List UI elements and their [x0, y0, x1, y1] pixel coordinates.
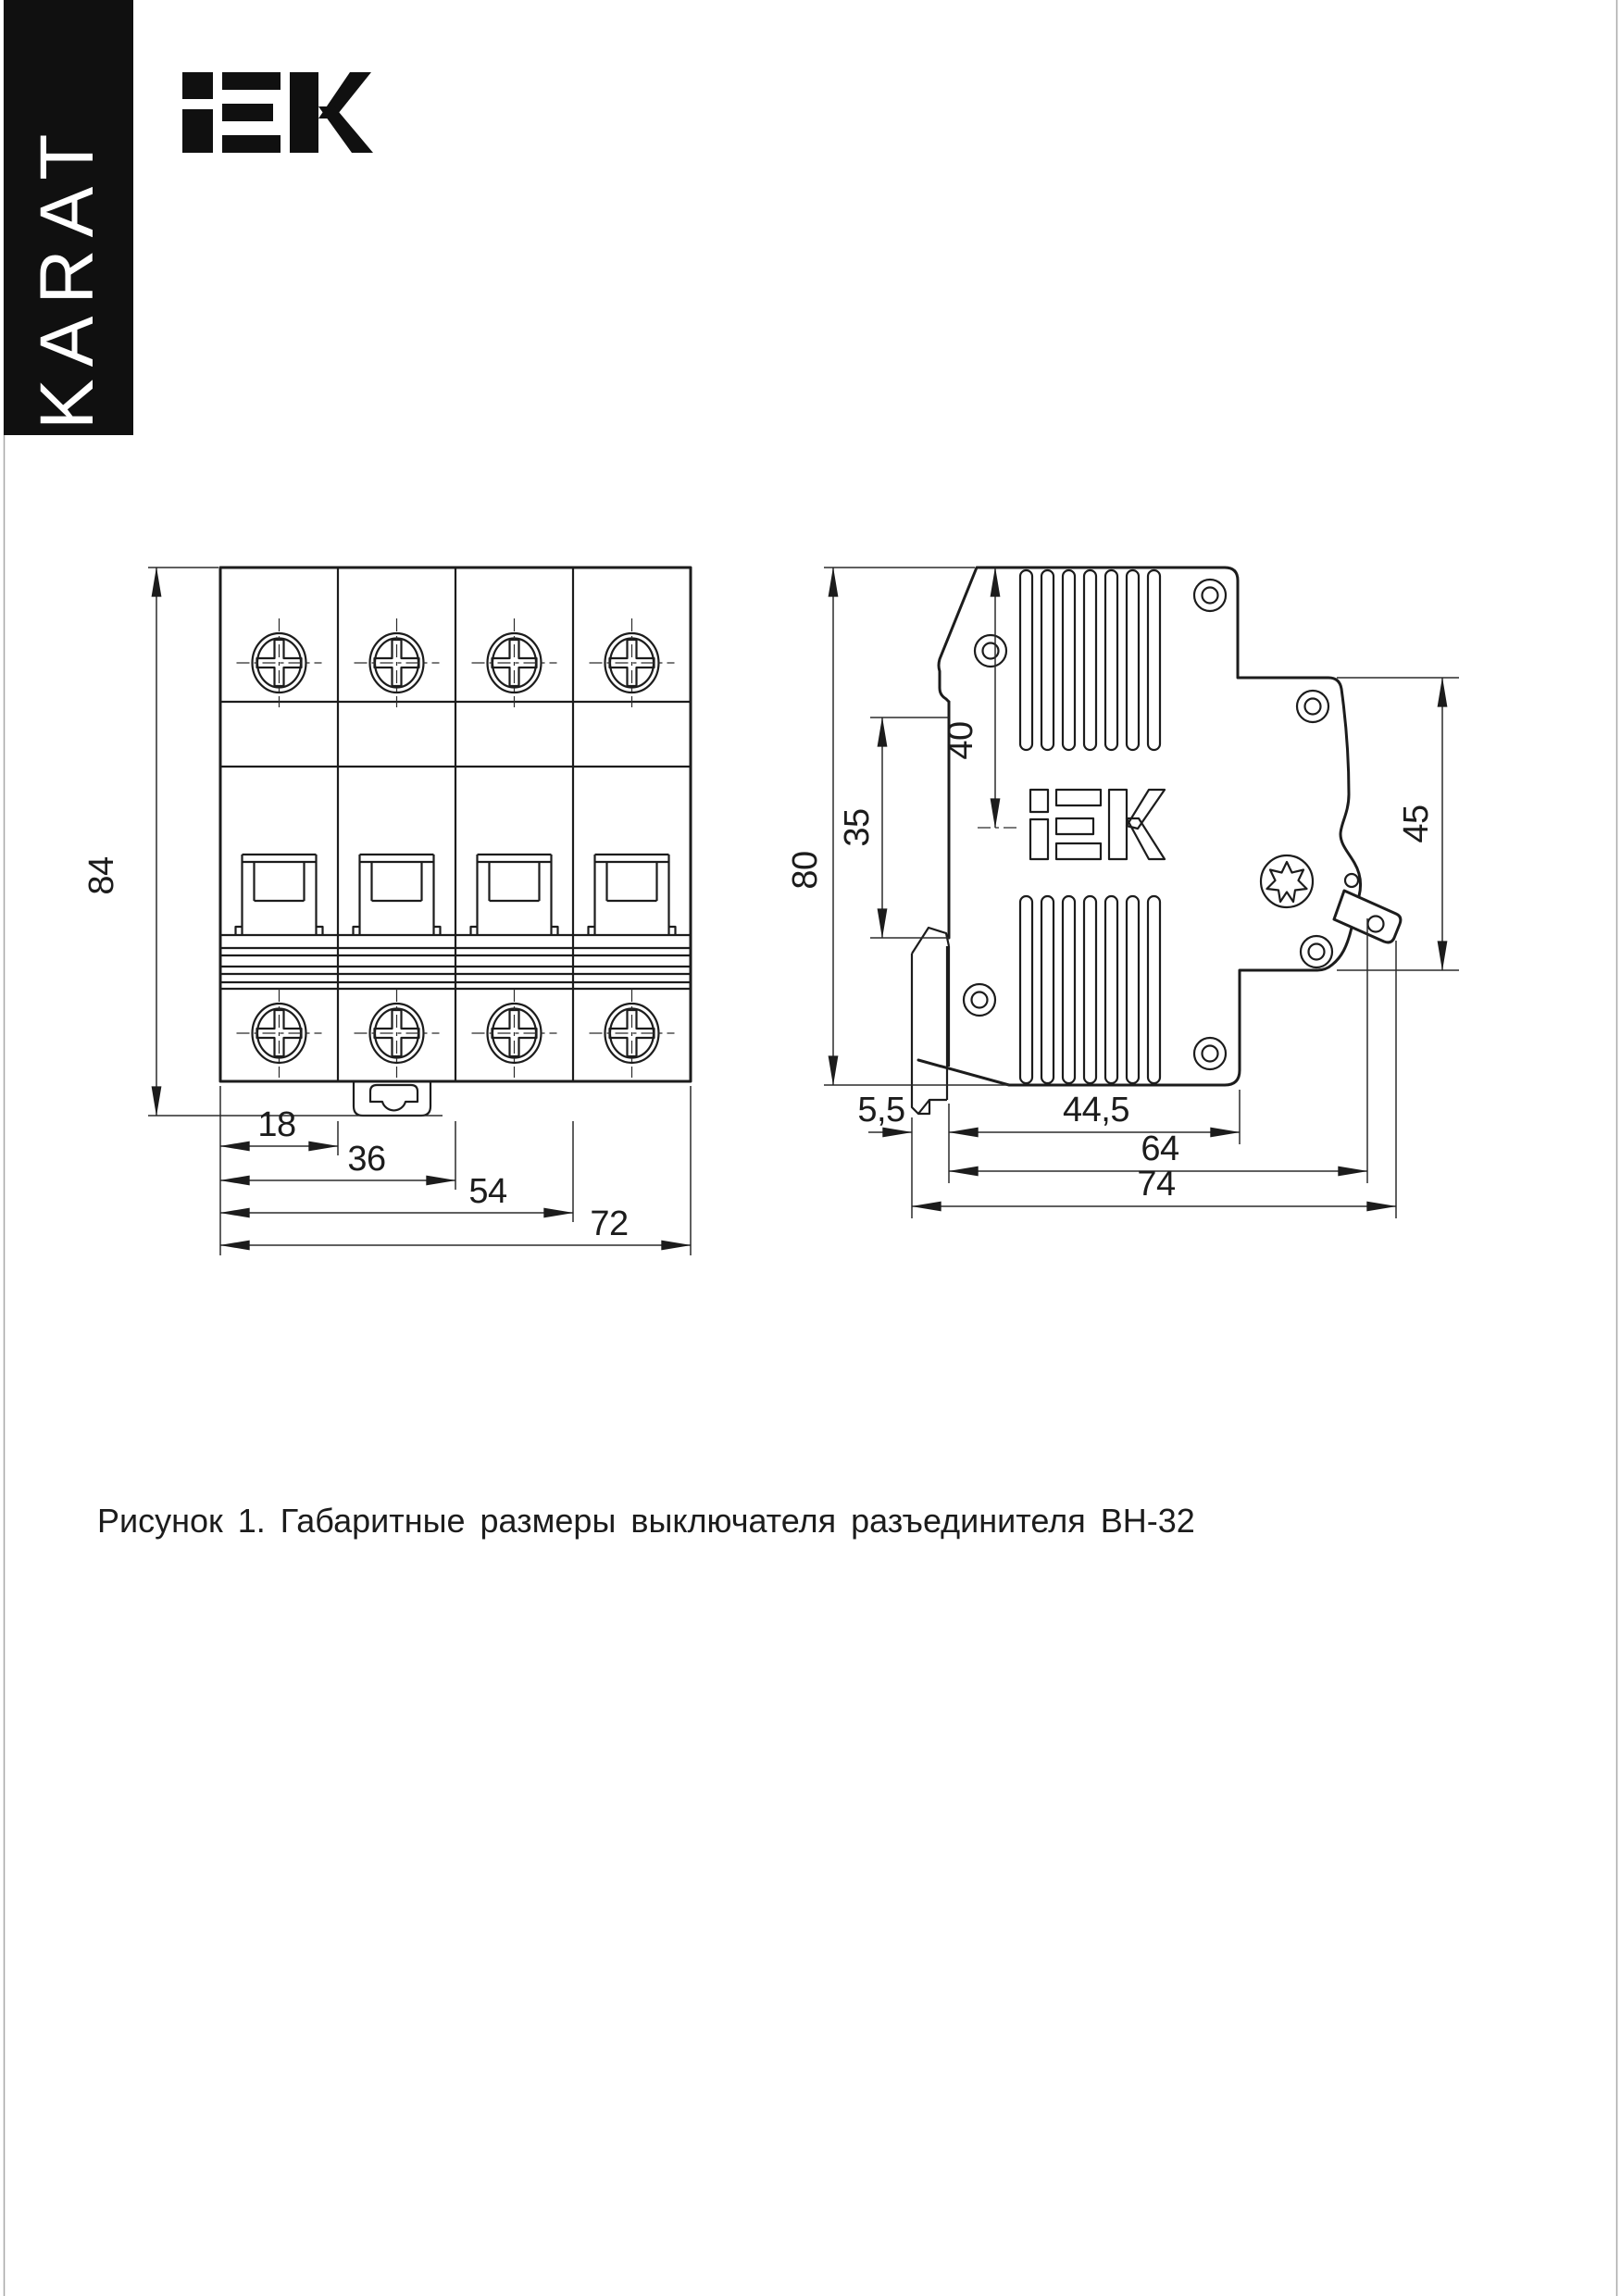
- dim-40-label: 40: [941, 721, 980, 760]
- dim-w72-label: 72: [590, 1204, 629, 1243]
- terminal-screw: [472, 989, 557, 1078]
- dim-w36-label: 36: [347, 1140, 386, 1179]
- dim-w18-label: 18: [257, 1105, 296, 1144]
- karat-vertical-label: KARAT: [25, 121, 109, 430]
- vent-slots-upper: [1020, 570, 1160, 750]
- iek-logo-icon: [182, 72, 373, 153]
- iek-logo-embossed-icon: [1030, 790, 1165, 859]
- terminal-screw: [472, 618, 557, 707]
- dim-w54-label: 54: [468, 1172, 507, 1211]
- front-view-dimensions: [82, 568, 691, 1255]
- terminal-screw: [590, 989, 675, 1078]
- side-view: [912, 568, 1401, 1114]
- terminal-screw: [237, 618, 322, 707]
- rivet-icon: [1194, 1038, 1226, 1069]
- din-clip-side: [912, 928, 949, 1114]
- rivet-icon: [1297, 691, 1328, 722]
- terminal-screw: [237, 989, 322, 1078]
- dim-45-label: 45: [1397, 805, 1436, 843]
- terminal-screw: [355, 618, 440, 707]
- toggle-handle: [354, 855, 441, 935]
- dim-5-5-label: 5,5: [857, 1091, 905, 1129]
- dim-80-label: 80: [786, 851, 825, 890]
- toggle-handle: [236, 855, 323, 935]
- karat-banner: [4, 0, 133, 435]
- front-view: [220, 568, 691, 1116]
- dim-74-label: 74: [1137, 1165, 1176, 1204]
- side-view-dimensions: [786, 568, 1459, 1218]
- dim-44-5-label: 44,5: [1063, 1091, 1129, 1129]
- torx-screw-icon: [1261, 855, 1313, 907]
- din-clip-front: [354, 1081, 430, 1116]
- dim-height-label: 84: [82, 856, 121, 895]
- rivet-icon: [964, 984, 995, 1016]
- toggle-handle: [471, 855, 558, 935]
- rivet-icon: [975, 635, 1006, 667]
- rivet-icon: [1194, 580, 1226, 611]
- figure-caption: Рисунок 1. Габаритные размеры выключателя разъединителя ВН-32: [97, 1502, 1195, 1540]
- rivet-icon: [1301, 936, 1332, 967]
- terminal-screw: [355, 989, 440, 1078]
- terminal-screw: [590, 618, 675, 707]
- toggle-handle: [589, 855, 676, 935]
- vent-slots-lower: [1020, 896, 1160, 1083]
- dim-64-label: 64: [1141, 1129, 1179, 1168]
- dim-35-label: 35: [838, 808, 877, 847]
